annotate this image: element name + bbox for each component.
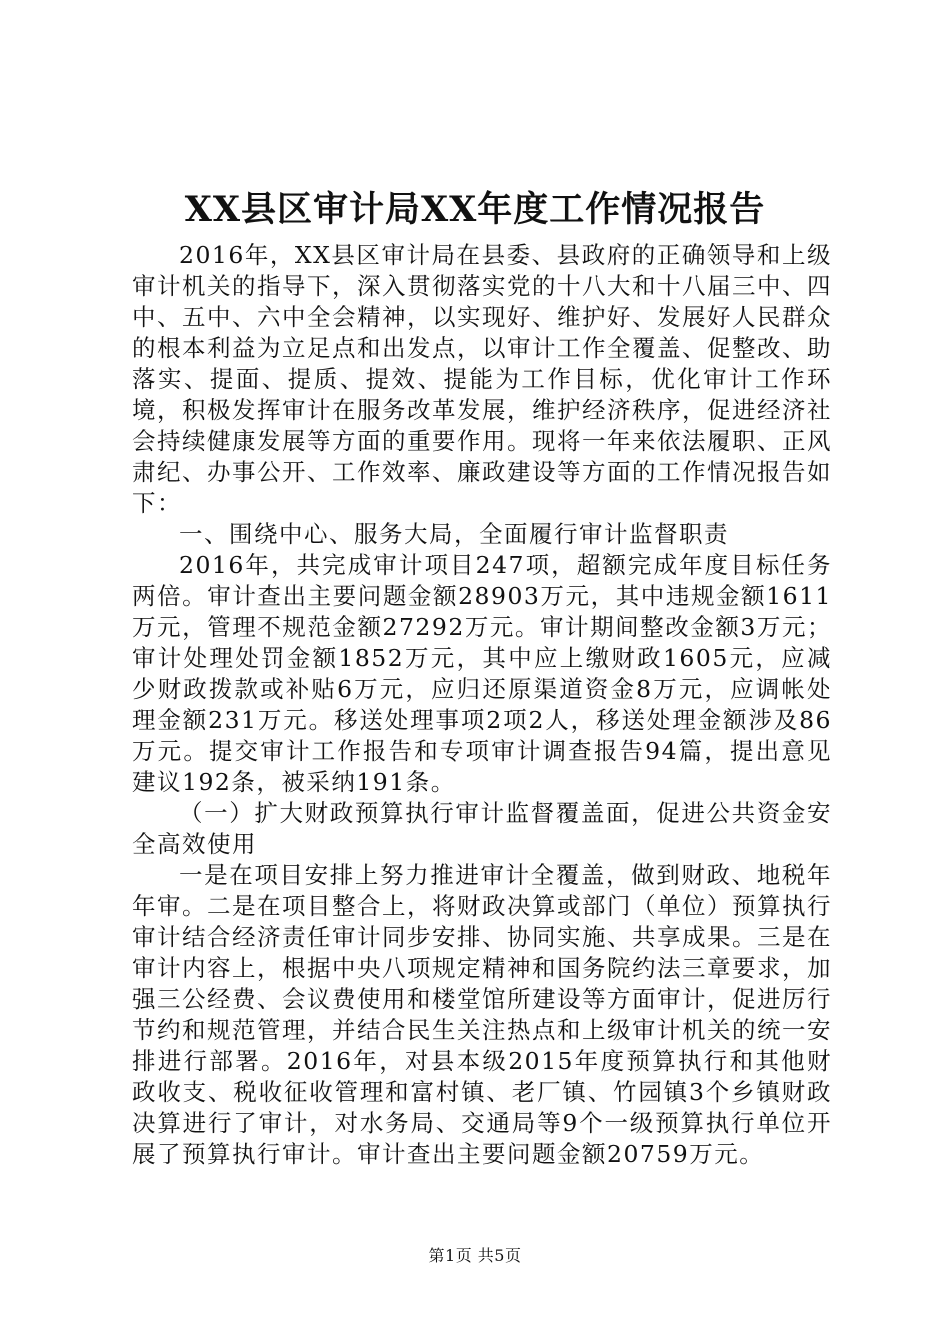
subsection-paragraph-1: 一是在项目安排上努力推进审计全覆盖，做到财政、地税年年审。二是在项目整合上，将财政决算或部门（单位）预算执行审计结合经济责任审计同步安排、协同实施、共享成果。三是在审计内容上，根据中央八项规定精神和国务院约法三章要求，加强三公经费、会议费使用和楼堂馆所建设等方面审计，促进厉行节约和规范管理，并结合民生关注热点和上级审计机关的统一安排进行部署。2016年，对县本级2015年度预算执行和其他财政收支、税收征收管理和富村镇、老厂镇、竹园镇3个乡镇财政决算进行了审计，对水务局、交通局等9个一级预算执行单位开展了预算执行审计。审计查出主要问题金额20759万元。 [132, 861, 832, 1168]
intro-paragraph: 2016年，XX县区审计局在县委、县政府的正确领导和上级审计机关的指导下，深入贯彻落实党的十八大和十八届三中、四中、五中、六中全会精神，以实现好、维护好、发展好人民群众的根本利益为立足点和出发点，以审计工作全覆盖、促整改、助落实、提面、提质、提效、提能为工作目标，优化审计工作环境，积极发挥审计在服务改革发展，维护经济秩序，促进经济社会持续健康发展等方面的重要作用。现将一年来依法履职、正风肃纪、办事公开、工作效率、廉政建设等方面的工作情况报告如下： [132, 241, 832, 517]
subsection-heading-1: （一）扩大财政预算执行审计监督覆盖面，促进公共资金安全高效使用 [132, 799, 832, 858]
summary-paragraph: 2016年，共完成审计项目247项，超额完成年度目标任务两倍。审计查出主要问题金额28903万元，其中违规金额1611万元，管理不规范金额27292万元。审计期间整改金额3万元；审计处理处罚金额1852万元，其中应上缴财政1605元，应减少财政拨款或补贴6万元，应归还原渠道资金8万元，应调帐处理金额231万元。移送处理事项2项2人，移送处理金额涉及86万元。提交审计工作报告和专项审计调查报告94篇，提出意见建议192条，被采纳191条。 [132, 551, 832, 796]
page-footer: 第1页 共5页 [428, 1246, 522, 1265]
section-heading-1: 一、围绕中心、服务大局，全面履行审计监督职责 [179, 520, 729, 548]
document-title: XX县区审计局XX年度工作情况报告 [184, 189, 766, 230]
document-body [132, 240, 832, 1170]
